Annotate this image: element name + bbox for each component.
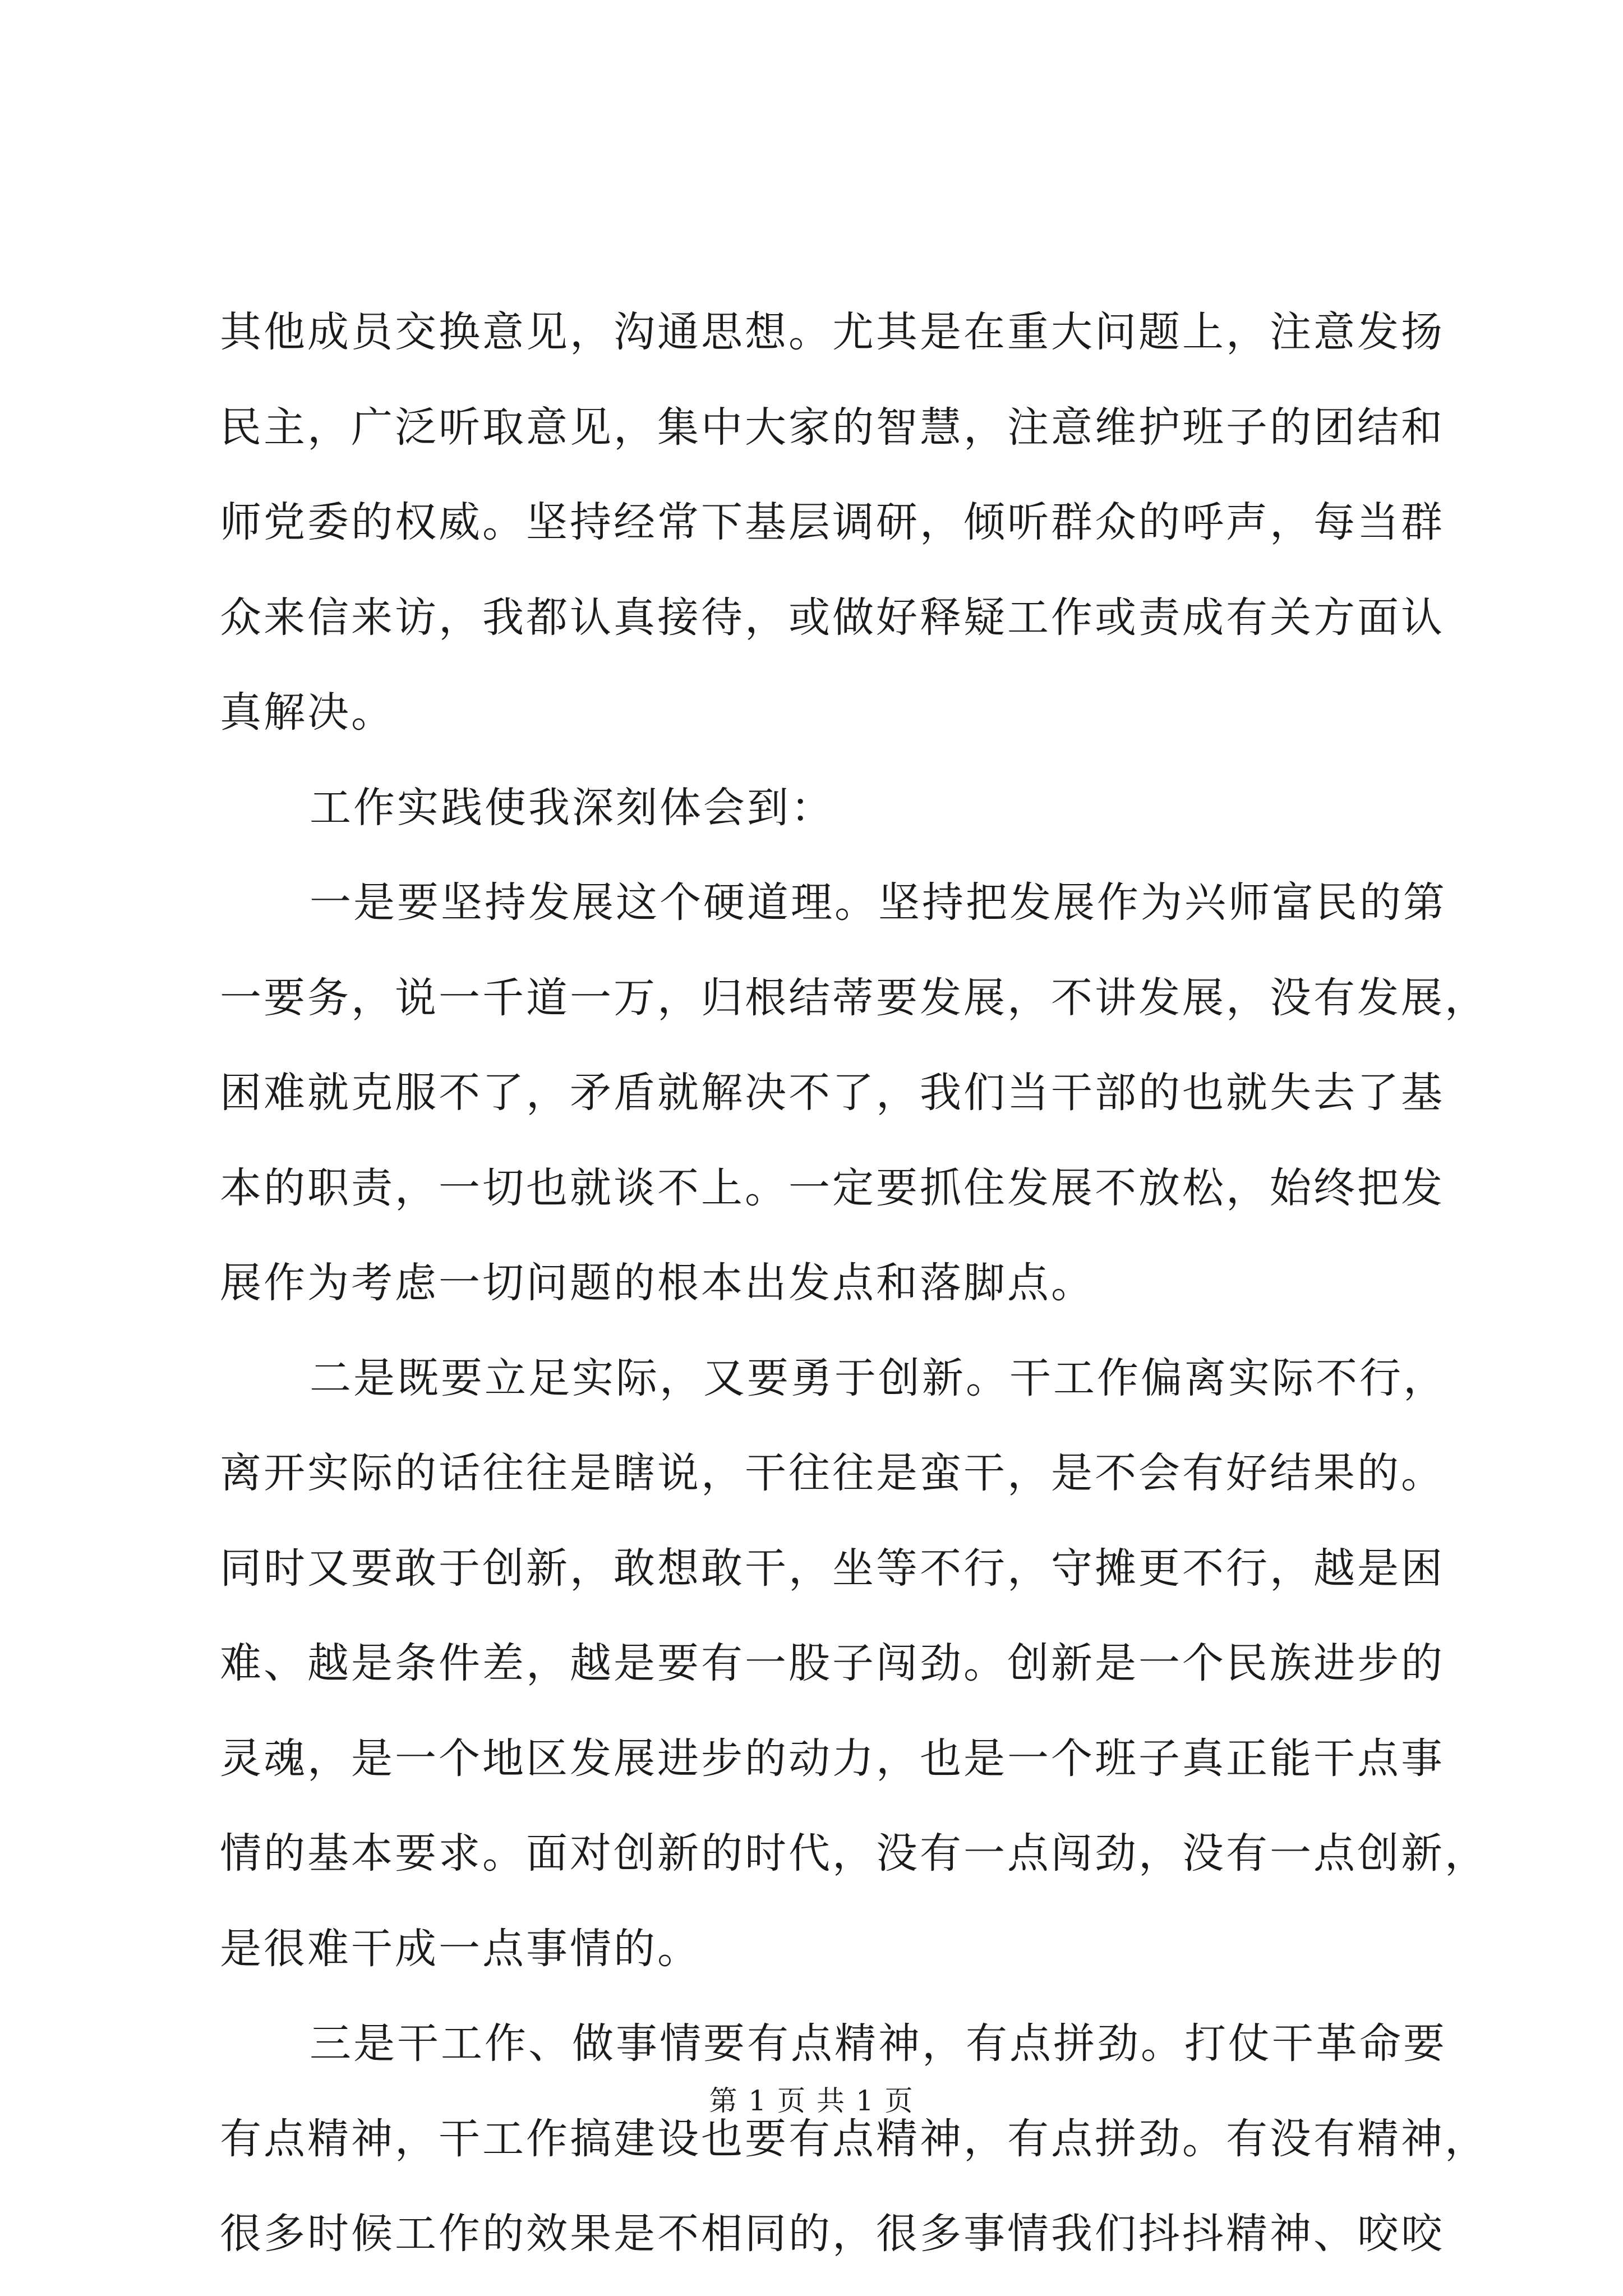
text-line: 很多时候工作的效果是不相同的，很多事情我们抖抖精神、咬咬: [220, 2210, 1445, 2258]
document-body: [220, 285, 1488, 2282]
text-line: 展作为考虑一切问题的根本出发点和落脚点。: [220, 1259, 1095, 1307]
text-line: 众来信来访，我都认真接待，或做好释疑工作或责成有关方面认: [220, 593, 1445, 642]
paragraph-start-line: 工作实践使我深刻体会到：: [310, 783, 834, 832]
text-line: 情的基本要求。面对创新的时代，没有一点闯劲，没有一点创新，: [220, 1829, 1488, 1878]
text-line: 其他成员交换意见，沟通思想。尤其是在重大问题上，注意发扬: [220, 308, 1445, 356]
text-line: 同时又要敢于创新，敢想敢干，坐等不行，守摊更不行，越是困: [220, 1544, 1445, 1593]
page-footer: 第 1 页 共 1 页: [709, 2085, 914, 2117]
text-line: 师党委的权威。坚持经常下基层调研，倾听群众的呼声，每当群: [220, 498, 1445, 546]
paragraph-start-line: 二是既要立足实际，又要勇于创新。干工作偏离实际不行，: [310, 1354, 1447, 1402]
text-line: 难、越是条件差，越是要有一股子闯劲。创新是一个民族进步的: [220, 1639, 1445, 1687]
paragraph-start-line: 一是要坚持发展这个硬道理。坚持把发展作为兴师富民的第: [310, 878, 1447, 927]
text-line: 民主，广泛听取意见，集中大家的智慧，注意维护班子的团结和: [220, 403, 1445, 452]
text-line: 本的职责，一切也就谈不上。一定要抓住发展不放松，始终把发: [220, 1163, 1445, 1212]
text-line: 离开实际的话往往是瞎说，干往往是蛮干，是不会有好结果的。: [220, 1449, 1445, 1497]
paragraph-start-line: 三是干工作、做事情要有点精神，有点拼劲。打仗干革命要: [310, 2019, 1447, 2068]
text-line: 灵魂，是一个地区发展进步的动力，也是一个班子真正能干点事: [220, 1734, 1445, 1783]
text-line: 真解决。: [220, 688, 395, 737]
text-line: 困难就克服不了，矛盾就解决不了，我们当干部的也就失去了基: [220, 1069, 1445, 1117]
text-line: 是很难干成一点事情的。: [220, 1924, 701, 1973]
text-line: 一要务，说一千道一万，归根结蒂要发展，不讲发展，没有发展，: [220, 973, 1488, 1022]
text-line: 有点精神，干工作搞建设也要有点精神，有点拼劲。有没有精神，: [220, 2114, 1488, 2163]
